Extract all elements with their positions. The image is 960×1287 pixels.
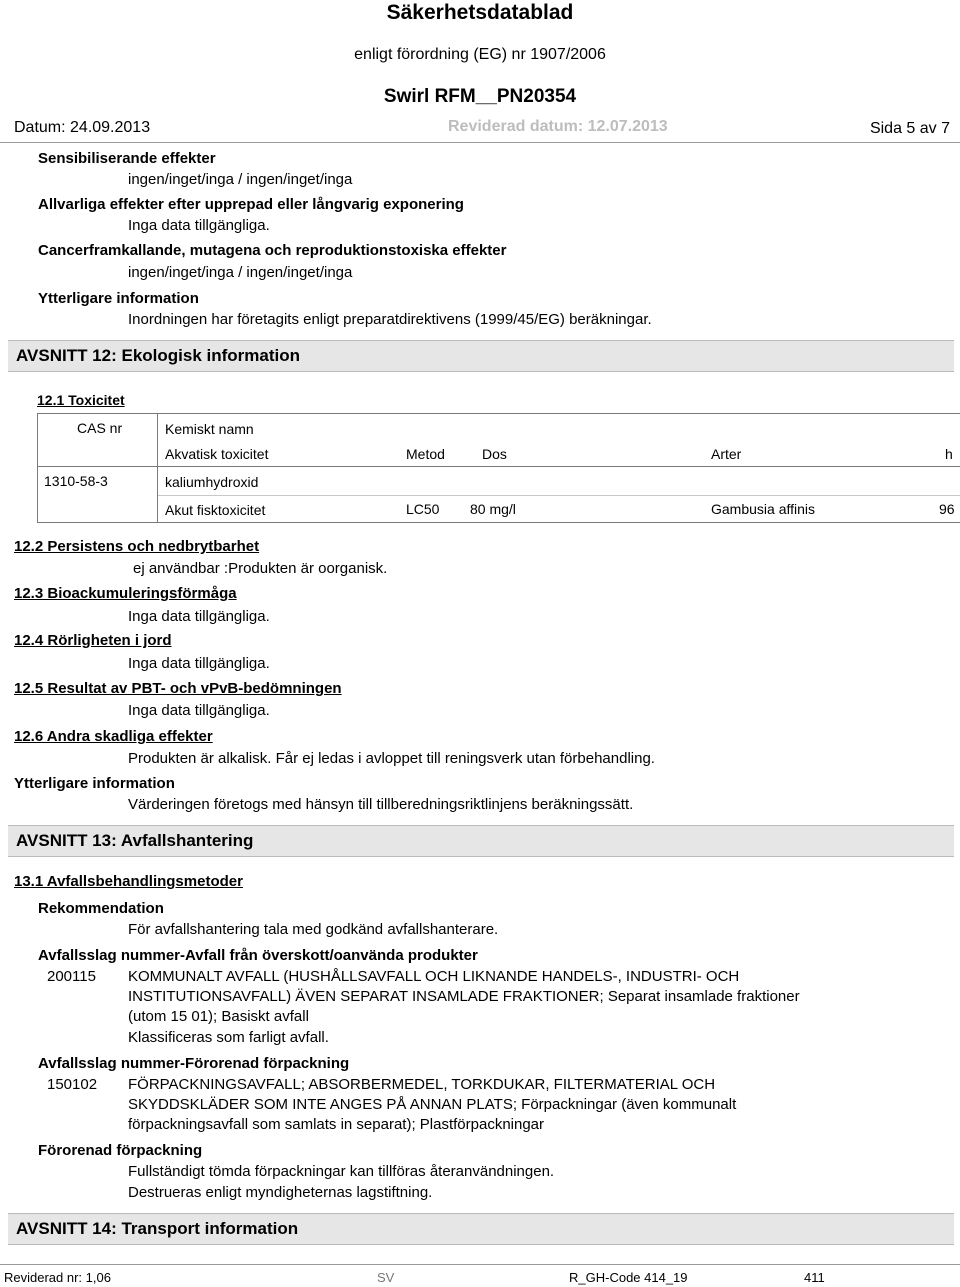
stot-value: Inga data tillgängliga.	[128, 217, 270, 234]
col-dose: Dos	[482, 446, 507, 462]
additional-info-value: Inordningen har företagits enligt preparatdirektivens (1999/45/EG) beräkningar.	[128, 311, 652, 328]
pbt-value: Inga data tillgängliga.	[128, 702, 270, 719]
product-name: Swirl RFM__PN20354	[383, 86, 577, 107]
document-title: Säkerhetsdatablad	[386, 1, 574, 24]
col-hours: h	[945, 446, 953, 462]
waste-code-1-line: (utom 15 01); Basiskt avfall	[128, 1008, 309, 1025]
col-aquatic: Akvatisk toxicitet	[165, 446, 269, 462]
col-name: Kemiskt namn	[165, 421, 254, 437]
cmr-value: ingen/inget/inga / ingen/inget/inga	[128, 264, 353, 281]
sensitization-value: ingen/inget/inga / ingen/inget/inga	[128, 171, 353, 188]
revision-date: Reviderad datum: 12.07.2013	[448, 118, 668, 135]
bioaccumulation-value: Inga data tillgängliga.	[128, 608, 270, 625]
page-number: Sida 5 av 7	[869, 120, 950, 137]
cell-method: LC50	[406, 501, 440, 517]
persistence-heading: 12.2 Persistens och nedbrytbarhet	[14, 538, 260, 555]
section-14-header	[8, 1213, 954, 1245]
table-bottom-rule	[37, 522, 960, 523]
s12-additional-label: Ytterligare information	[14, 775, 175, 792]
print-date: Datum: 24.09.2013	[14, 119, 151, 136]
footer-number: 411	[804, 1270, 825, 1285]
bioaccumulation-heading: 12.3 Bioackumuleringsförmåga	[14, 585, 237, 602]
other-effects-heading: 12.6 Andra skadliga effekter	[14, 728, 213, 745]
other-effects-value: Produkten är alkalisk. Får ej ledas i avloppet till reningsverk utan förbehandling.	[128, 750, 655, 767]
waste-code-2: 150102	[47, 1076, 98, 1093]
waste-code-1-line: INSTITUTIONSAVFALL) ÄVEN SEPARAT INSAMLADE FRAKTIONER; Separat insamlade fraktioner	[128, 988, 800, 1005]
stot-label: Allvarliga effekter efter upprepad eller långvarig exponering	[38, 196, 464, 213]
cmr-label: Cancerframkallande, mutagena och reproduktionstoxiska effekter	[38, 242, 507, 259]
col-species: Arter	[711, 446, 742, 462]
table-left-rule	[37, 413, 38, 523]
col-cas: CAS nr	[77, 420, 123, 436]
regulation-text: enligt förordning (EG) nr 1907/2006	[354, 46, 606, 63]
cell-aquatic: Akut fisktoxicitet	[165, 502, 266, 518]
waste-code-2-line: SKYDDSKLÄDER SOM INTE ANGES PÅ ANNAN PLATS; Förpackningar (även kommunalt	[128, 1096, 737, 1113]
section-12-title: AVSNITT 12: Ekologisk information	[16, 346, 300, 365]
persistence-value: ej användbar :Produkten är oorganisk.	[133, 560, 388, 577]
waste-code-1-line: Klassificeras som farligt avfall.	[128, 1029, 329, 1046]
waste-code-1: 200115	[47, 968, 96, 985]
table-col-rule	[157, 413, 158, 523]
sensitization-label: Sensibiliserande effekter	[38, 150, 216, 167]
footer-language: SV	[377, 1270, 395, 1285]
cell-cas: 1310-58-3	[44, 473, 108, 489]
section-13-title: AVSNITT 13: Avfallshantering	[16, 831, 254, 850]
footer-revision: Reviderad nr: 1,06	[4, 1270, 111, 1285]
cell-hours: 96	[939, 501, 955, 517]
row-divider	[158, 495, 960, 496]
table-header-rule	[37, 466, 960, 467]
additional-info-label: Ytterligare information	[38, 290, 199, 307]
section-14-title: AVSNITT 14: Transport information	[16, 1219, 299, 1238]
contaminated-packaging-label: Förorenad förpackning	[38, 1142, 203, 1159]
waste-code-2-label: Avfallsslag nummer-Förorenad förpackning	[38, 1055, 350, 1072]
contaminated-packaging-line: Destrueras enligt myndigheternas lagstiftning.	[128, 1184, 433, 1201]
footer-rule	[0, 1264, 960, 1265]
table-top-rule	[37, 413, 960, 414]
mobility-value: Inga data tillgängliga.	[128, 655, 270, 672]
cell-name: kaliumhydroxid	[165, 474, 259, 490]
waste-code-2-line: FÖRPACKNINGSAVFALL; ABSORBERMEDEL, TORKDUKAR, FILTERMATERIAL OCH	[128, 1076, 716, 1093]
s12-additional-value: Värderingen företogs med hänsyn till tillberedningsriktlinjens beräkningssätt.	[128, 796, 634, 813]
section-13-header	[8, 825, 954, 857]
waste-code-2-line: förpackningsavfall som samlats in separat); Plastförpackningar	[128, 1116, 545, 1133]
toxicity-heading: 12.1 Toxicitet	[37, 392, 125, 408]
pbt-heading: 12.5 Resultat av PBT- och vPvB-bedömningen	[14, 680, 342, 697]
recommendation-value: För avfallshantering tala med godkänd avfallshanterare.	[128, 921, 499, 938]
cell-dose: 80 mg/l	[470, 501, 516, 517]
footer-code: R_GH-Code 414_19	[569, 1270, 688, 1285]
disposal-methods-heading: 13.1 Avfallsbehandlingsmetoder	[14, 873, 243, 890]
section-12-header	[8, 340, 954, 372]
mobility-heading: 12.4 Rörligheten i jord	[14, 632, 172, 649]
recommendation-label: Rekommendation	[38, 900, 164, 917]
col-method: Metod	[406, 446, 445, 462]
waste-code-1-line: KOMMUNALT AVFALL (HUSHÅLLSAVFALL OCH LIKNANDE HANDELS-, INDUSTRI- OCH	[128, 968, 740, 985]
cell-species: Gambusia affinis	[711, 501, 816, 517]
waste-code-1-label: Avfallsslag nummer-Avfall från överskott/oanvända produkter	[38, 947, 478, 964]
header-rule	[0, 142, 960, 143]
contaminated-packaging-line: Fullständigt tömda förpackningar kan tillföras återanvändningen.	[128, 1163, 555, 1180]
